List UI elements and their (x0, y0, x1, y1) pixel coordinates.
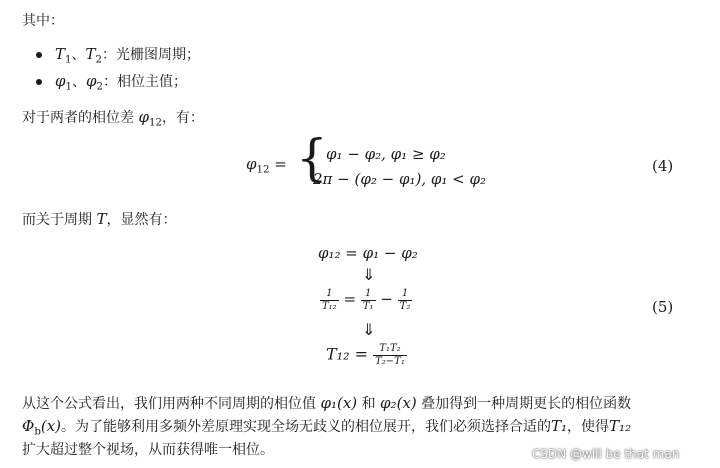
paragraph-line-3: 扩大超过整个视场，从而获得唯一相位。 (22, 442, 274, 458)
math-symbol: $T_1$ (55, 45, 72, 66)
implies-arrow: ⇓ (362, 320, 376, 339)
eq5-fraction-line: $\frac{1}{\text{T₁₂}}$ = $\frac{1}{\text{T₁}}$ − $\frac{1}{\text{T₂}}$ (322, 288, 411, 312)
math-symbol: $\varphi_1$ (55, 72, 72, 93)
eq5-line-1: φ₁₂ = φ₁ − φ₂ (318, 244, 418, 262)
list-item: $T_1$、$T_2$：光栅图周期； (55, 45, 200, 66)
implies-arrow: ⇓ (362, 265, 376, 284)
eq5-final-line: T₁₂ = $\frac{\text{T₁T₂}}{\text{T₂−T₁}}$ (326, 343, 405, 367)
paragraph-line-2: $\Phi_b(x)$。为了能够利用多频外差原理实现全场无歧义的相位展开，我们必须选择合适的T₁，使得T₁₂ (22, 417, 632, 438)
math-symbol: $T_2$ (85, 45, 102, 66)
csdn-watermark: CSDN @will be that man (532, 447, 680, 461)
eq4-case-1: φ₁ − φ₂, φ₁ ≥ φ₂ (326, 145, 446, 163)
paragraph-line-1: 从这个公式看出，我们用两种不同周期的相位值 φ₁(x) 和 φ₂(x) 叠加得到一种周期更长的相位函数 (22, 394, 632, 412)
phase-diff-line: 对于两者的相位差 $\varphi_{12}$，有： (22, 108, 204, 129)
list-item: $\varphi_1$、$\varphi_2$：相位主值； (55, 72, 187, 93)
math-symbol: $\varphi_2$ (86, 72, 103, 93)
eq4-lhs: $\varphi_{12}$ = (246, 155, 287, 176)
eq4-brace: { (296, 129, 328, 187)
bullet-dot (36, 52, 42, 58)
period-line: 而关于周期 T，显然有： (22, 210, 177, 228)
equation-number: (4) (652, 157, 674, 175)
eq4-case-2: 2π − (φ₂ − φ₁), φ₁ < φ₂ (313, 170, 487, 188)
intro-text: 其中： (22, 13, 64, 29)
equation-number: (5) (652, 298, 674, 316)
bullet-dot (36, 79, 42, 85)
